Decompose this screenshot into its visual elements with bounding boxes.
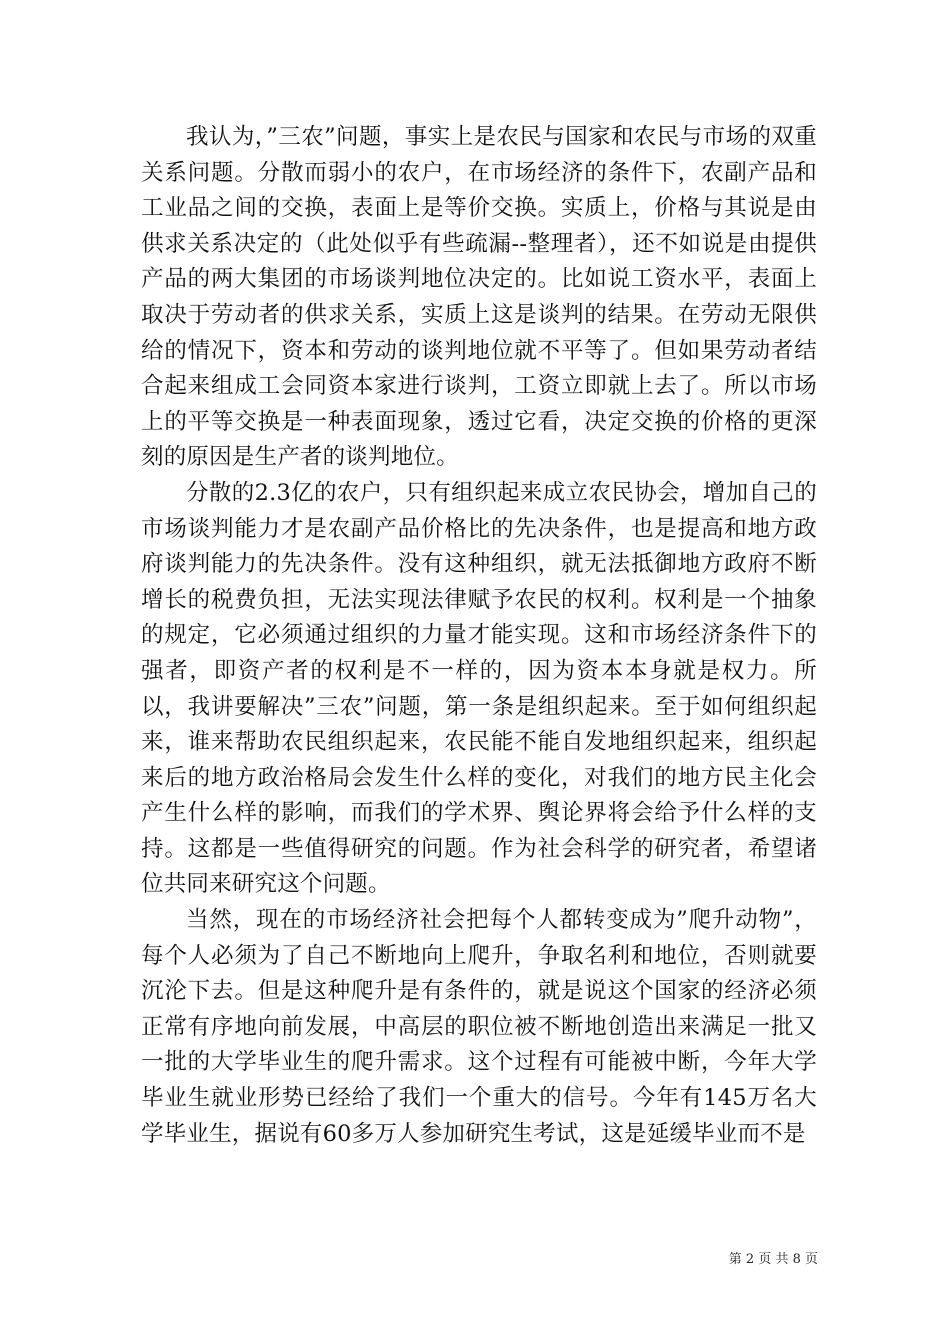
paragraph-3: 当然，现在的市场经济社会把每个人都转变成为”爬升动物”，每个人必须为了自己不断地向上爬升，争取名利和地位，否则就要沉沦下去。但是这种爬升是有条件的，就是说这个国家的经济必须正常有序地向前发展，中高层的职位被不断地创造出来满足一批又一批的大学毕业生的爬升需求。这个过程有可能被中断，今年大学毕业生就业形势已经给了我们一个重大的信号。今年有145万名大学毕业生，据说有60多万人参加研究生考试，这是延缓毕业而不是 (141, 907, 817, 1147)
page-number-footer: 第 2 页 共 8 页 (728, 1252, 818, 1267)
paragraph-1: 我认为，”三农”问题，事实上是农民与国家和农民与市场的双重关系问题。分散而弱小的农户，在市场经济的条件下，农副产品和工业品之间的交换，表面上是等价交换。实质上，价格与其说是由供求关系决定的（此处似乎有些疏漏--整理者），还不如说是由提供产品的两大集团的市场谈判地位决定的。比如说工资水平，表面上取决于劳动者的供求关系，实质上这是谈判的结果。在劳动无限供给的情况下，资本和劳动的谈判地位就不平等了。但如果劳动者结合起来组成工会同资本家进行谈判，工资立即就上去了。所以市场上的平等交换是一种表面现象，透过它看，决定交换的价格的更深刻的原因是生产者的谈判地位。 (141, 124, 817, 471)
document-body (141, 120, 817, 1152)
paragraph-2: 分散的2.3亿的农户，只有组织起来成立农民协会，增加自己的市场谈判能力才是农副产品价格比的先决条件，也是提高和地方政府谈判能力的先决条件。没有这种组织，就无法抵御地方政府不断增长的税费负担，无法实现法律赋予农民的权利。权利是一个抽象的规定，它必须通过组织的力量才能实现。这和市场经济条件下的强者，即资产者的权利是不一样的，因为资本本身就是权力。所以，我讲要解决”三农”问题，第一条是组织起来。至于如何组织起来，谁来帮助农民组织起来，农民能不能自发地组织起来，组织起来后的地方政治格局会发生什么样的变化，对我们的地方民主化会产生什么样的影响，而我们的学术界、舆论界将会给予什么样的支持。这都是一些值得研究的问题。作为社会科学的研究者，希望诸位共同来研究这个问题。 (141, 479, 817, 898)
